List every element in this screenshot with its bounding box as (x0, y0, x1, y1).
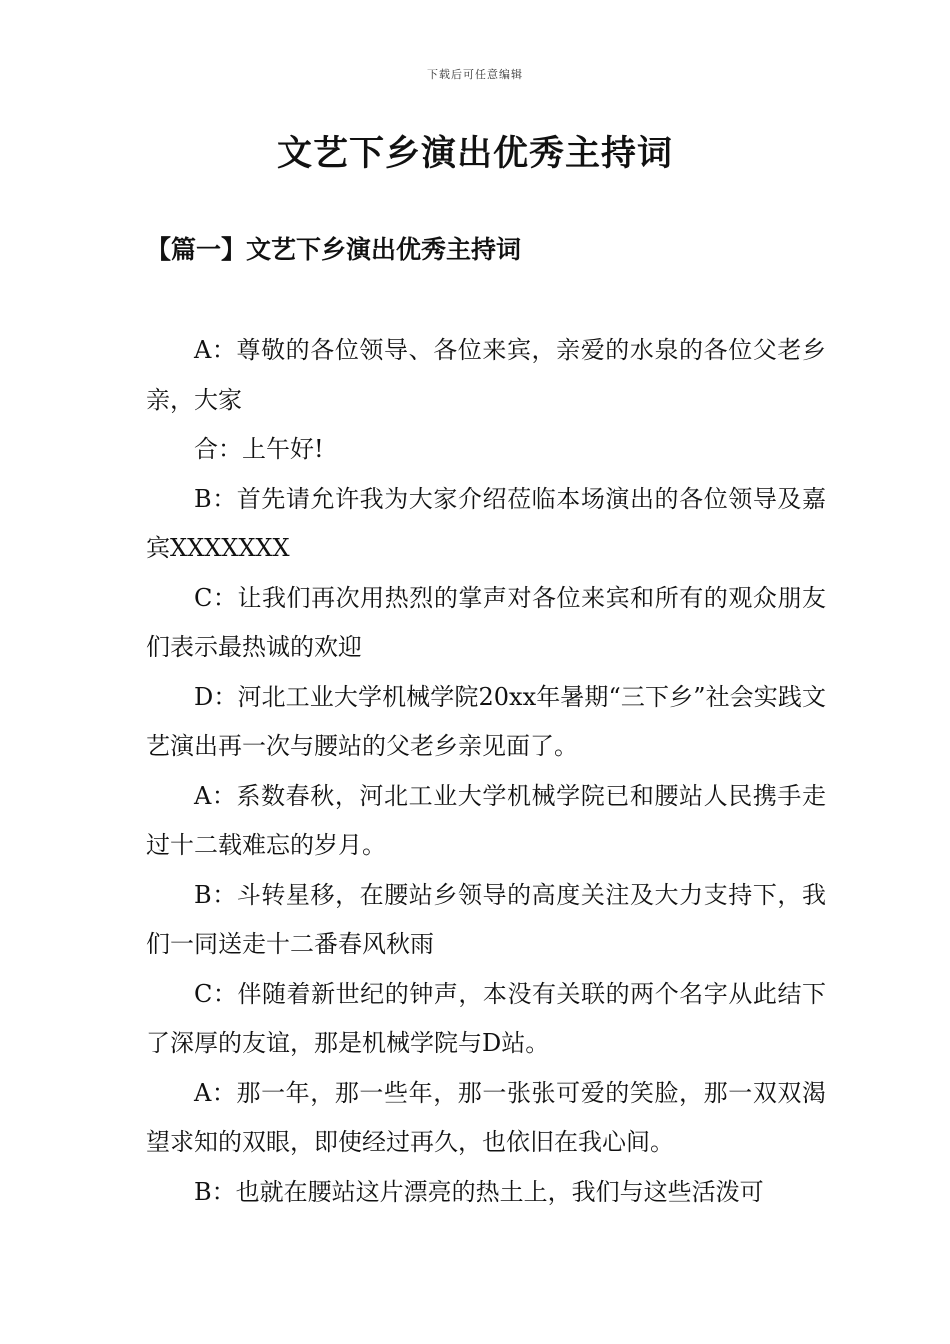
paragraph: 合：上午好! (194, 435, 324, 463)
document-title: 文艺下乡演出优秀主持词 (276, 133, 673, 174)
section-heading: 【篇一】文艺下乡演出优秀主持词 (146, 235, 522, 264)
paragraph: B：斗转星移，在腰站乡领导的高度关注及大力支持下，我们一同送走十二番春风秋雨 (146, 880, 826, 958)
body-text (146, 326, 826, 1217)
paragraph: C：让我们再次用热烈的掌声对各位来宾和所有的观众朋友们表示最热诚的欢迎 (146, 583, 826, 661)
paragraph: A：尊敬的各位领导、各位来宾，亲爱的水泉的各位父老乡亲，大家 (146, 336, 826, 414)
paragraph: B：也就在腰站这片漂亮的热土上，我们与这些活泼可 (194, 1177, 764, 1206)
paragraph: A：系数春秋，河北工业大学机械学院已和腰站人民携手走过十二载难忘的岁月。 (146, 781, 826, 859)
paragraph: C：伴随着新世纪的钟声，本没有关联的两个名字从此结下了深厚的友谊，那是机械学院与D站。 (146, 979, 826, 1057)
paragraph: D：河北工业大学机械学院20xx年暑期“三下乡”社会实践文艺演出再一次与腰站的父老乡亲见面了。 (146, 682, 826, 760)
paragraph: A：那一年，那一些年，那一张张可爱的笑脸，那一双双渴望求知的双眼，即使经过再久，也依旧在我心间。 (146, 1078, 826, 1156)
header-note: 下载后可任意编辑 (427, 68, 523, 81)
paragraph: B：首先请允许我为大家介绍莅临本场演出的各位领导及嘉宾XXXXXXX (146, 484, 826, 562)
